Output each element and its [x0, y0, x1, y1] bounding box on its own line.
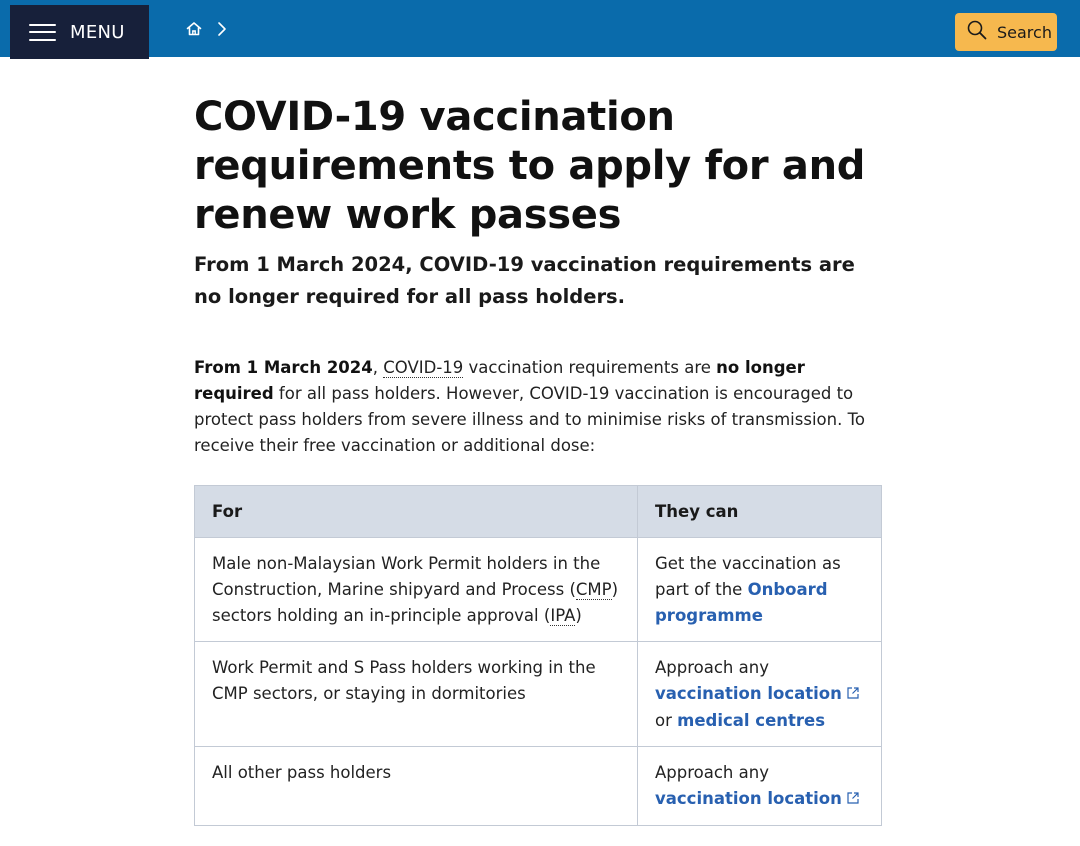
- table-header-row: [195, 486, 882, 538]
- vaccination-location-link[interactable]: vaccination location: [655, 684, 842, 703]
- header-for: For: [195, 486, 638, 538]
- intro-text-2: for all pass holders. However, COVID-19 vaccination is encouraged to protect pass holders from severe illness and to minimise risks of transmission. To receive their free vaccination or additional dose:: [194, 384, 865, 455]
- table-row: [195, 642, 882, 747]
- top-navigation-bar: [0, 0, 1080, 57]
- row-for-text: ): [575, 606, 582, 625]
- intro-bold-no-longer-required: no longer required: [194, 358, 805, 403]
- row-for-cell: [195, 538, 638, 642]
- row-they-can-text: Approach any: [655, 763, 769, 782]
- onboard-programme-link[interactable]: Onboard programme: [655, 580, 828, 625]
- vaccination-table: [194, 485, 882, 826]
- row-for-cell: All other pass holders: [195, 747, 638, 826]
- medical-centres-link[interactable]: medical centres: [677, 711, 826, 730]
- chevron-right-icon: [217, 21, 227, 37]
- table-row: [195, 538, 882, 642]
- breadcrumb: [185, 20, 227, 38]
- intro-paragraph: [194, 355, 874, 459]
- intro-date: From 1 March 2024: [194, 358, 373, 377]
- vaccination-location-link[interactable]: vaccination location: [655, 789, 842, 808]
- menu-label: MENU: [70, 21, 125, 43]
- row-they-can-cell: [638, 642, 882, 747]
- ipa-abbreviation[interactable]: IPA: [550, 606, 576, 625]
- row-they-can-text: Get the vaccination as part of the: [655, 554, 841, 599]
- covid-abbreviation[interactable]: COVID-19: [383, 358, 464, 377]
- search-icon: [966, 19, 988, 46]
- search-button[interactable]: [955, 13, 1057, 51]
- row-for-text: Male non-Malaysian Work Permit holders in the Construction, Marine shipyard and Process (: [212, 554, 601, 599]
- main-content: [194, 93, 884, 826]
- row-for-cell: Work Permit and S Pass holders working in the CMP sectors, or staying in dormitories: [195, 642, 638, 747]
- page-title: COVID-19 vaccination requirements to apply for and renew work passes: [194, 94, 866, 238]
- row-they-can-cell: [638, 747, 882, 826]
- intro-text-1: vaccination requirements are: [463, 358, 717, 377]
- row-they-can-text: Approach any: [655, 658, 769, 677]
- external-link-icon: [846, 787, 860, 813]
- home-icon[interactable]: [185, 20, 203, 38]
- row-for-text: ) sectors holding an in-principle approval (: [212, 580, 619, 625]
- cmp-abbreviation[interactable]: CMP: [575, 580, 612, 599]
- table-row: [195, 747, 882, 826]
- menu-button[interactable]: [10, 5, 149, 59]
- row-they-can-cell: [638, 538, 882, 642]
- header-they-can: They can: [638, 486, 882, 538]
- hamburger-icon: [29, 24, 56, 41]
- page-subtitle: From 1 March 2024, COVID-19 vaccination requirements are no longer required for all pass holders.: [194, 253, 855, 308]
- row-they-can-text: or: [655, 711, 678, 730]
- intro-comma: ,: [372, 358, 378, 377]
- search-label: Search: [997, 22, 1052, 42]
- external-link-icon: [846, 682, 860, 708]
